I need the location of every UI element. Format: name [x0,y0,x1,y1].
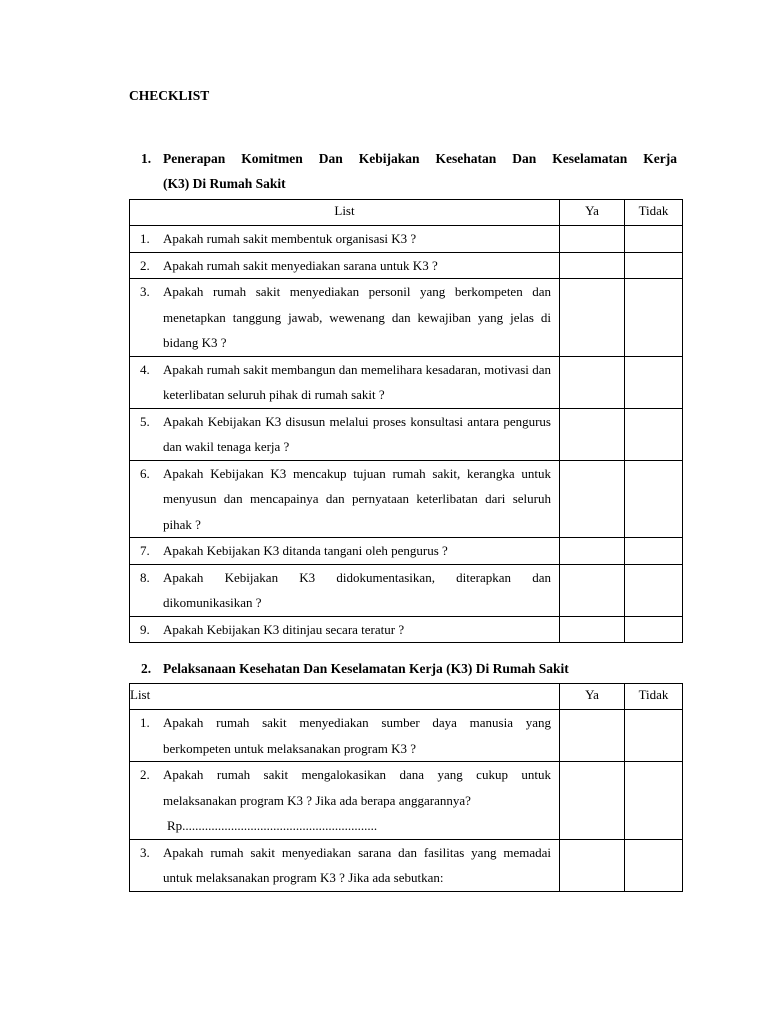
item-text: Apakah rumah sakit menyediakan sumber daya manusia yang berkompeten untuk melaksanakan program K3 ? [163,715,551,756]
item-cell [130,408,560,460]
item-text: Apakah rumah sakit membangun dan memelihara kesadaran, motivasi dan keterlibatan seluruh pihak di rumah sakit ? [163,361,551,402]
tidak-checkbox-cell[interactable] [625,279,683,357]
column-header-list: List [130,200,560,226]
item-number: 6. [140,465,150,481]
ya-checkbox-cell[interactable] [560,710,625,762]
item-text: Apakah Kebijakan K3 ditanda tangani oleh pengurus ? [163,543,448,558]
item-number: 3. [140,844,150,860]
column-header-list: List [130,684,560,710]
budget-amount-field[interactable]: Rp............................................................ [167,818,378,833]
tidak-checkbox-cell[interactable] [625,564,683,616]
table-row [130,710,683,762]
tidak-checkbox-cell[interactable] [625,762,683,840]
tidak-checkbox-cell[interactable] [625,616,683,643]
table-row [130,356,683,408]
table-row [130,226,683,253]
table-row [130,538,683,565]
tidak-checkbox-cell[interactable] [625,710,683,762]
ya-checkbox-cell[interactable] [560,460,625,538]
section-1-checklist-table [129,199,683,643]
item-number: 7. [140,543,150,558]
section-1-heading-line2: (K3) Di Rumah Sakit [163,176,286,191]
section-1-heading [141,146,677,196]
item-cell [130,460,560,538]
item-number: 9. [140,621,150,637]
ya-checkbox-cell[interactable] [560,564,625,616]
column-header-tidak: Tidak [625,200,683,226]
tidak-checkbox-cell[interactable] [625,356,683,408]
item-cell [130,762,560,840]
table-row [130,616,683,643]
item-text: Apakah Kebijakan K3 didokumentasikan, diterapkan dan dikomunikasikan ? [163,569,551,610]
table-row [130,564,683,616]
item-text: Apakah rumah sakit mengalokasikan dana yang cukup untuk melaksanakan program K3 ? Jika ada berapa anggarannya? [163,767,551,808]
item-cell [130,356,560,408]
table-header-row [130,684,683,710]
section-1-heading-line1: Penerapan Komitmen Dan Kebijakan Kesehatan Dan Keselamatan Kerja [163,151,677,166]
ya-checkbox-cell[interactable] [560,226,625,253]
item-cell [130,538,560,565]
item-number: 2. [140,767,150,782]
ya-checkbox-cell[interactable] [560,762,625,840]
item-cell [130,839,560,891]
ya-checkbox-cell[interactable] [560,538,625,565]
table-row [130,252,683,279]
item-number: 3. [140,284,150,299]
item-text: Apakah rumah sakit menyediakan sarana untuk K3 ? [163,257,438,273]
item-text: Apakah Kebijakan K3 disusun melalui proses konsultasi antara pengurus dan wakil tenaga kerja ? [163,413,551,454]
item-number: 2. [140,257,150,273]
ya-checkbox-cell[interactable] [560,356,625,408]
table-row [130,839,683,891]
section-2-heading-text: Pelaksanaan Kesehatan Dan Keselamatan Kerja (K3) Di Rumah Sakit [163,661,569,676]
tidak-checkbox-cell[interactable] [625,839,683,891]
item-text: Apakah rumah sakit menyediakan sarana dan fasilitas yang memadai untuk melaksanakan program K3 ? Jika ada sebutkan: [163,844,551,885]
item-cell [130,252,560,279]
document-title: CHECKLIST [129,88,210,103]
item-number: 1. [140,715,150,730]
tidak-checkbox-cell[interactable] [625,408,683,460]
item-cell [130,564,560,616]
table-row [130,460,683,538]
item-number: 4. [140,361,150,377]
tidak-checkbox-cell[interactable] [625,226,683,253]
section-1-number: 1. [141,151,152,166]
column-header-tidak: Tidak [625,684,683,710]
item-number: 1. [140,231,150,246]
column-header-ya: Ya [560,200,625,226]
item-number: 5. [140,413,150,429]
item-cell [130,279,560,357]
item-cell [130,226,560,253]
ya-checkbox-cell[interactable] [560,279,625,357]
section-2-checklist-table [129,683,683,892]
table-header-row [130,200,683,226]
table-row [130,279,683,357]
ya-checkbox-cell[interactable] [560,408,625,460]
item-text: Apakah rumah sakit membentuk organisasi K3 ? [163,231,417,246]
ya-checkbox-cell[interactable] [560,839,625,891]
item-text: Apakah Kebijakan K3 ditinjau secara teratur ? [163,621,405,637]
ya-checkbox-cell[interactable] [560,252,625,279]
item-text: Apakah Kebijakan K3 mencakup tujuan rumah sakit, kerangka untuk menyusun dan mencapainya dan pernyataan keterlibatan dari seluruh pihak ? [163,465,551,532]
tidak-checkbox-cell[interactable] [625,538,683,565]
ya-checkbox-cell[interactable] [560,616,625,643]
item-number: 8. [140,569,150,585]
item-cell [130,710,560,762]
table-row [130,762,683,840]
tidak-checkbox-cell[interactable] [625,252,683,279]
tidak-checkbox-cell[interactable] [625,460,683,538]
section-2-number: 2. [141,661,152,676]
column-header-ya: Ya [560,684,625,710]
item-text: Apakah rumah sakit menyediakan personil yang berkompeten dan menetapkan tanggung jawab, wewenang dan kewajiban yang jelas di bidang K3 ? [163,284,551,350]
table-row [130,408,683,460]
section-2-heading [141,656,677,681]
item-cell [130,616,560,643]
